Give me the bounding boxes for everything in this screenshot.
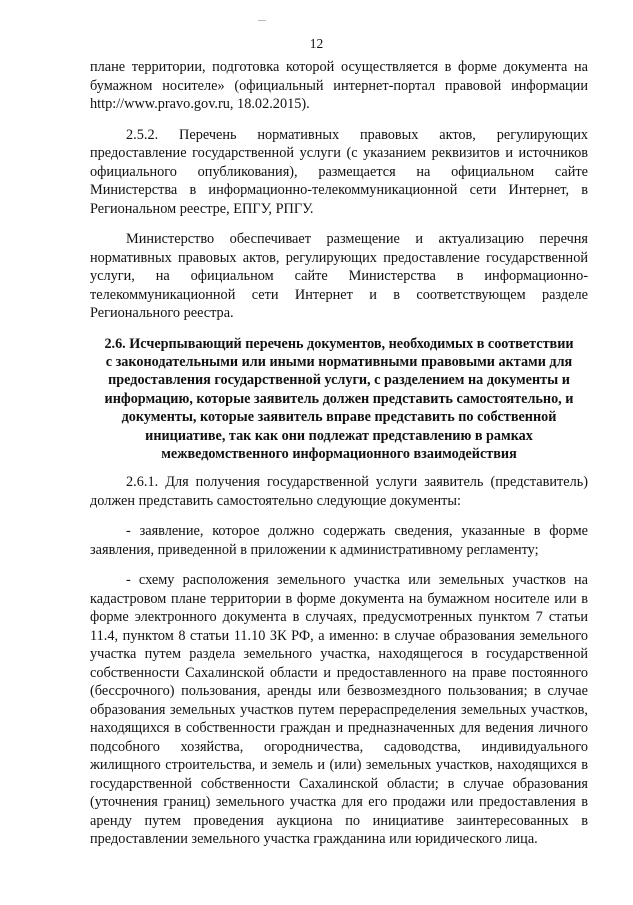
heading-line: межведомственного информационного взаимодействия	[161, 445, 517, 462]
list-item-application: - заявление, которое должно содержать сведения, указанные в форме заявления, приведенной в приложении к административному регламенту;	[90, 523, 588, 558]
heading-line: 2.6. Исчерпывающий перечень документов, необходимых в соответствии	[104, 335, 574, 352]
heading-line: документы, которые заявитель вправе представить по собственной	[121, 409, 557, 426]
scan-artifact	[258, 20, 266, 21]
paragraph-2-5-2: 2.5.2. Перечень нормативных правовых актов, регулирующих предоставление государственной услуги (с указанием реквизитов и источников официального опубликования), размещается на официальном сайте Министерства в информационно-телекоммуникационной сети Интернет, в Региональном реестре, ЕПГУ, РПГУ.	[90, 126, 588, 217]
heading-line: информацию, которые заявитель должен представить самостоятельно, и	[104, 390, 574, 407]
paragraph-2-6-1: 2.6.1. Для получения государственной услуги заявитель (представитель) должен представить самостоятельно следующие документы:	[90, 474, 588, 509]
section-heading-2-6	[90, 335, 588, 464]
heading-line: с законодательными или иными нормативными правовыми актами для	[105, 353, 573, 370]
page-number: 12	[309, 36, 324, 51]
paragraph-ministry-publication: Министерство обеспечивает размещение и актуализацию перечня нормативных правовых актов, регулирующих предоставление государственной услуги, на официальном сайте Министерства в информационно-телекоммуникационной сети Интернет и в соответствующем разделе Регионального реестра.	[90, 231, 588, 321]
heading-line: предоставления государственной услуги, с разделением на документы и	[108, 372, 570, 389]
document-body	[90, 58, 588, 849]
heading-line: инициативе, так как они подлежат представлению в рамках	[145, 427, 533, 444]
list-item-land-scheme: - схему расположения земельного участка или земельных участков на кадастровом плане территории в форме документа на бумажном носителе или в форме электронного документа в случаях, предусмотренных пунктом 7 статьи 11.4, пунктом 8 статьи 11.10 ЗК РФ, а именно: в случае образования земельного участка путем раздела земельного участка, находящегося в государственной собственности Сахалинской области и предоставленного на праве постоянного (бессрочного) пользования, аренды или безвозмездного пользования; в случае образования земельных участков путем перераспределения земельных участков, находящихся в собственности граждан и предназначенных для ведения личного подсобного хозяйства, огородничества, садоводства, индивидуального жилищного строительства, и земель и (или) земельных участков, находящихся в государственной собственности Сахалинской области; в случае образования (уточнения границ) земельного участка для его продажи или предоставления в аренду путем проведения аукциона по инициативе заинтересованных в предоставлении земельного участка гражданина или юридического лица.	[90, 572, 588, 848]
paragraph-continuation: плане территории, подготовка которой осуществляется в форме документа на бумажном носителе» (официальный интернет-портал правовой информации http://www.pravo.gov.ru, 18.02.2015).	[90, 59, 588, 112]
